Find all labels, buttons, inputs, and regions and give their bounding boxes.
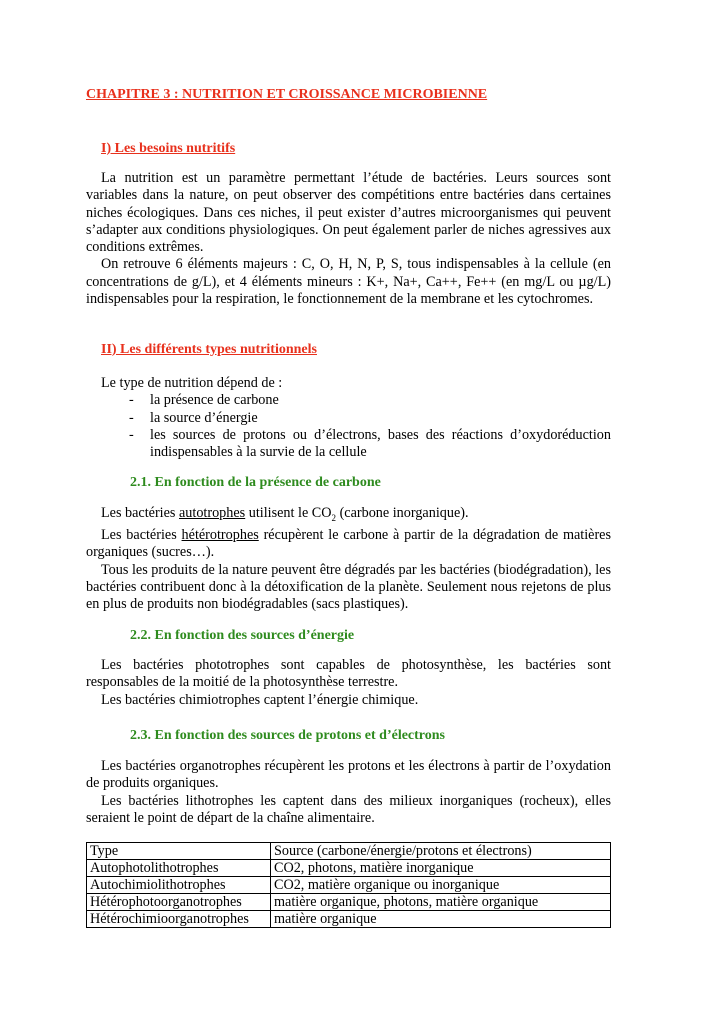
table-header-row (87, 843, 611, 860)
section-heading-besoins: I) Les besoins nutritifs (101, 141, 236, 156)
nutrition-list (86, 375, 611, 461)
subscript-2: 2 (331, 512, 337, 523)
list-item-text: la présence de carbone (150, 392, 279, 409)
text-run: récupèrent le carbone à partir de la dégradation de matières organiques (sucres…). (86, 527, 612, 561)
section-heading-types: II) Les différents types nutritionnels (101, 342, 317, 357)
subsection-heading-protons: 2.3. En fonction des sources de protons et d’électrons (130, 728, 445, 743)
paragraph: Les bactéries chimiotrophes captent l’énergie chimique. (101, 691, 419, 708)
table-row (87, 894, 611, 911)
list-item (86, 427, 611, 462)
sub21-body (86, 505, 611, 614)
paragraph: Tous les produits de la nature peuvent être dégradés par les bactéries (biodégradation), les bactéries contribuent donc à la détoxification de la planète. Seulement nous rejetons de plus en plus de produits non biodégradables (sacs plastiques). (86, 561, 611, 613)
subsection-heading-carbone: 2.1. En fonction de la présence de carbone (130, 475, 381, 490)
table-row (87, 877, 611, 894)
term-autotrophes: autotrophes (179, 505, 246, 521)
table-header-cell: Type (87, 843, 271, 860)
text-run: utilisent le CO (245, 505, 332, 521)
list-intro: Le type de nutrition dépend de : (101, 375, 283, 391)
table-header-cell: Source (carbone/énergie/protons et électrons) (271, 843, 611, 860)
table-cell: CO2, matière organique ou inorganique (271, 877, 611, 894)
text-run: Les bactéries (101, 527, 182, 544)
paragraph: On retrouve 6 éléments majeurs : C, O, H, N, P, S, tous indispensables à la cellule (en concentrations de g/L), et 4 éléments mineurs : K+, Na+, Ca++, Fe++ (en mg/L ou µg/L) indispensables pour la respiration, le fonctionnement de la membrane et les cytochromes. (86, 256, 611, 308)
table-cell: Hétérophotoorganotrophes (87, 894, 271, 911)
bullet-dash: - (129, 392, 134, 409)
subsection-heading-energie: 2.2. En fonction des sources d’énergie (130, 628, 355, 643)
table-cell: matière organique (271, 911, 611, 928)
list-item (86, 392, 611, 409)
bullet-dash: - (129, 426, 134, 443)
paragraph (86, 527, 611, 562)
table-cell: CO2, photons, matière inorganique (271, 860, 611, 877)
term-heterotrophes: hétérotrophes (181, 527, 259, 544)
bullet-dash: - (129, 409, 134, 426)
sub23-body (86, 758, 611, 827)
paragraph: La nutrition est un paramètre permettant l’étude de bactéries. Leurs sources sont variables dans la nature, on peut observer des compétitions entre bactéries dans certaines niches écologiques. Dans ces niches, il peut exister d’autres microorganismes qui peuvent s’adapter aux conditions physiologiques. On peut également parler de niches agressives aux conditions extrêmes. (86, 170, 611, 256)
paragraph (86, 505, 611, 527)
table-cell: Autophotolithotrophes (87, 860, 271, 877)
paragraph: Les bactéries phototrophes sont capables de photosynthèse, les bactéries sont responsables de la moitié de la photosynthèse terrestre. (86, 657, 611, 691)
paragraph: Les bactéries organotrophes récupèrent les protons et les électrons à partir de l’oxydation de produits organiques. (86, 758, 611, 792)
paragraph: Les bactéries lithotrophes les captent dans des milieux inorganiques (rocheux), elles seraient le point de départ de la chaîne alimentaire. (86, 792, 611, 826)
nutrition-types-table (86, 842, 611, 928)
list-item-text: la source d’énergie (150, 409, 258, 426)
table-cell: Autochimiolithotrophes (87, 877, 271, 894)
table-row (87, 860, 611, 877)
section1-body (86, 170, 611, 308)
table-cell: Hétérochimioorganotrophes (87, 911, 271, 928)
sub22-body (86, 657, 611, 709)
table-cell: matière organique, photons, matière organique (271, 894, 611, 911)
list-item (86, 410, 611, 427)
text-run: Les bactéries (101, 505, 179, 521)
list-item-text: les sources de protons ou d’électrons, bases des réactions d’oxydoréduction indispensables à la survie de la cellule (150, 426, 611, 461)
table-row (87, 911, 611, 928)
text-run: (carbone inorganique). (336, 505, 469, 521)
chapter-title: CHAPITRE 3 : NUTRITION ET CROISSANCE MICROBIENNE (86, 87, 488, 102)
